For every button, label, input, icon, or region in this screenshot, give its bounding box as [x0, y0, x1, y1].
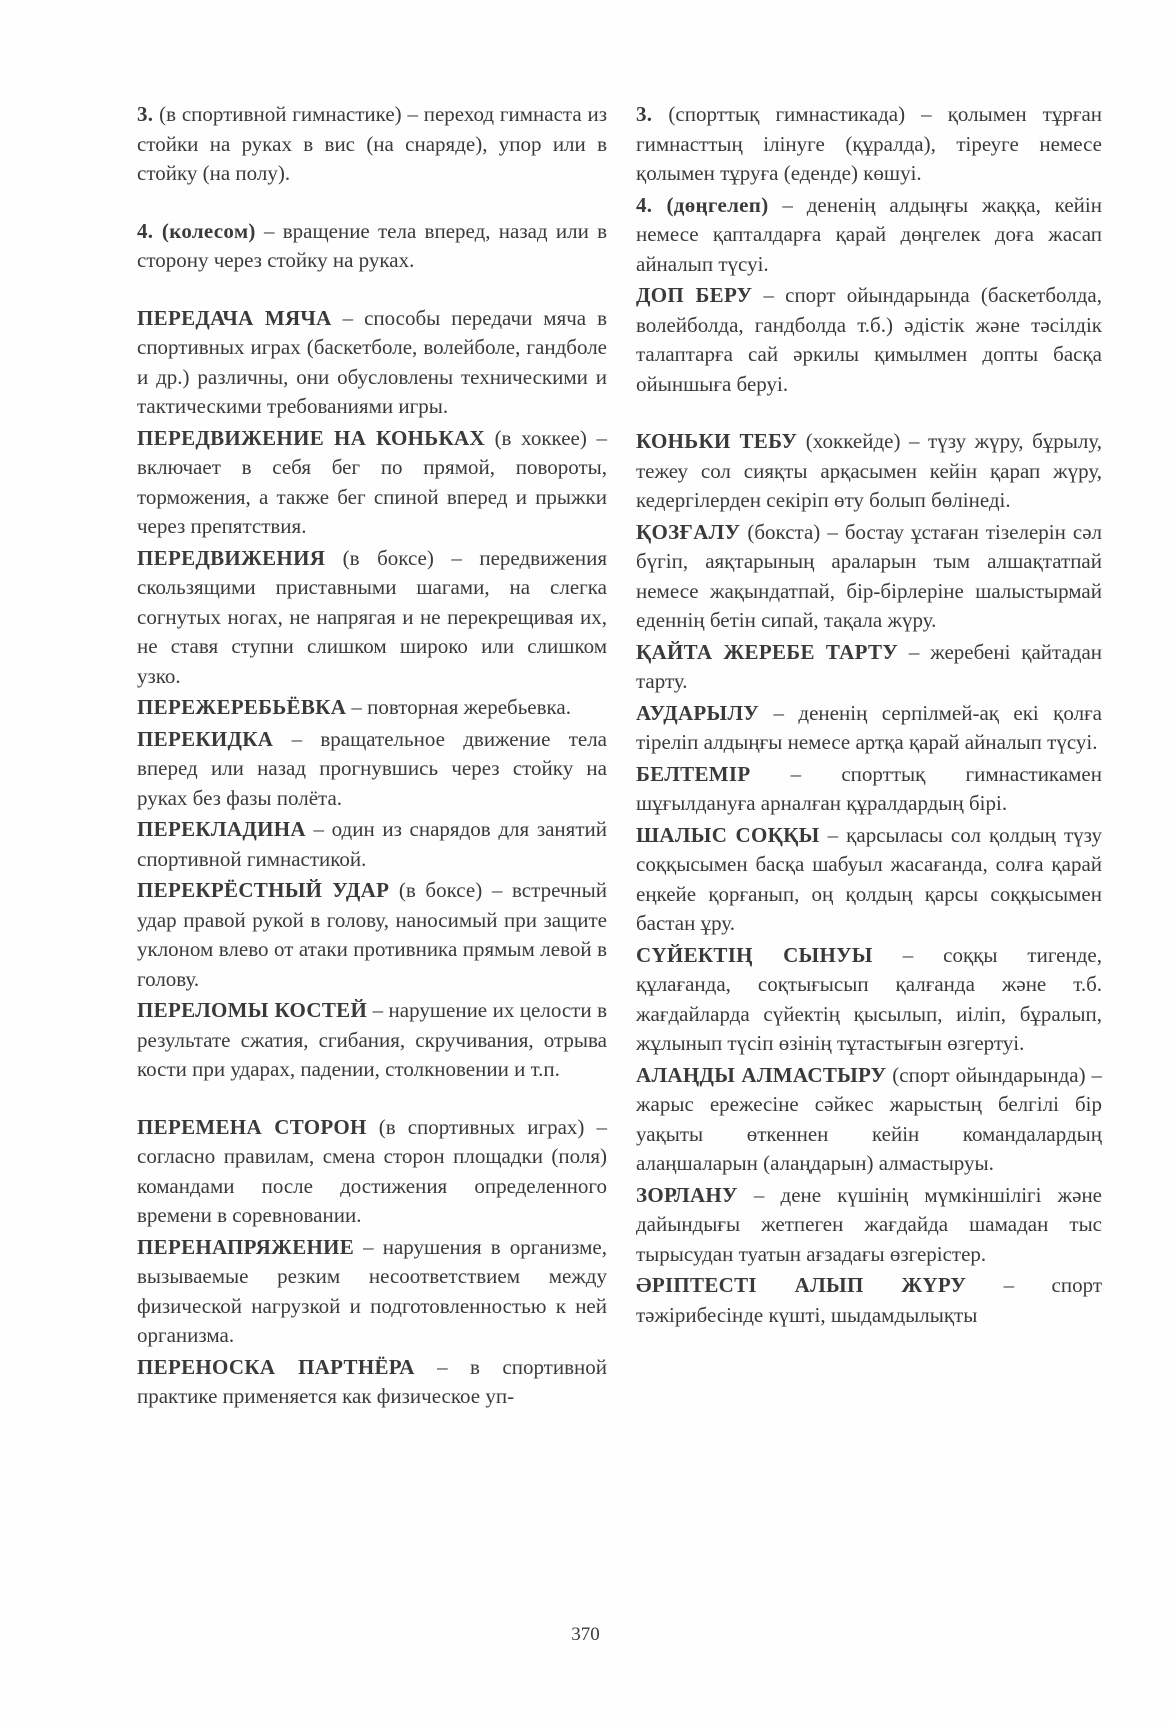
entry-perelomy-kostey [137, 996, 607, 1085]
entry-definition: – нарушения в организме, вызываемые резким несоответствием между физической нагрузкой и подготовленностью к ней организма. [137, 1234, 607, 1347]
entry-audarylu [636, 699, 1102, 758]
entry-term: ЗОРЛАНУ [636, 1182, 738, 1207]
entry-definition: (спорт ойындарында) – жарыс ережесіне сәйкес жарыстың белгілі бір уақыты өткеннен кейін командалардың алаңшаларын (алаңдарын) алмастыруы. [636, 1062, 1102, 1175]
entry-peredacha-myacha [137, 304, 607, 422]
entry-ru-3 [137, 100, 607, 189]
entry-zorlanu [636, 1181, 1102, 1270]
entry-term: ҚОЗҒАЛУ [636, 519, 741, 544]
entry-peredvizheniya [137, 544, 607, 692]
entry-qaita-zherebe-tartu [636, 638, 1102, 697]
entry-term: АЛАҢДЫ АЛМАСТЫРУ [636, 1062, 887, 1087]
entry-definition: – спорт тәжірибесінде күшті, шыдамдылықты [636, 1273, 1102, 1327]
entry-qozgalu [636, 518, 1102, 636]
entry-ru-4 [137, 217, 607, 276]
entry-definition: – дененің алдыңғы жаққа, кейін немесе қапталдарға қарай дөңгелек доға жасап айналып түсуі. [636, 192, 1102, 276]
entry-perekrestny-udar [137, 876, 607, 994]
entry-definition: (спорттық гимнастикада) – қолымен тұрған гимнасттың ілінуге (құралда), тіреуге немесе қолымен тұруға (еденде) көшуі. [636, 102, 1102, 185]
entry-peremena-storon [137, 1113, 607, 1231]
entry-peredvizhenie-na-konkah [137, 424, 607, 542]
entry-perenoska-partnera [137, 1353, 607, 1412]
entry-definition: (в боксе) – передвижения скользящими приставными шагами, на слегка согнутых ногах, не напрягая и не перекрещивая их, не ставя ступни слишком широко или слишком узко. [137, 545, 607, 688]
entry-term: КОНЬКИ ТЕБУ [636, 429, 798, 453]
entry-term: ПЕРЕЖЕРЕБЬЁВКА [137, 695, 347, 719]
entry-konki-tebu [636, 427, 1102, 516]
entry-term: ПЕРЕКЛАДИНА [137, 817, 306, 841]
entry-definition: – нарушение их целости в результате сжатия, сгибания, скручивания, отрыва кости при ударах, падении, столкновении и т.п. [137, 998, 607, 1081]
entry-definition: (хоккейде) – түзу жүру, бұрылу, тежеу сол сияқты арқасымен кейін қарап жүру, кедергілерден секіріп өту болып бөлінеді. [636, 429, 1102, 512]
entry-definition: – вращательное движение тела вперед или назад прогнувшись через стойку на руках без фазы полёта. [137, 726, 607, 810]
entry-definition: (в боксе) – встречный удар правой рукой в голову, наносимый при защите уклоном влево от атаки противника прямым левой в голову. [137, 878, 608, 991]
entry-term: ПЕРЕДВИЖЕНИЯ [137, 545, 326, 570]
entry-term: 3. [137, 102, 154, 126]
entry-term: 3. [636, 102, 653, 126]
entry-beltemir [636, 760, 1102, 819]
russian-column [137, 100, 607, 1414]
entry-definition: – способы передачи мяча в спортивных играх (баскетболе, волейболе, гандболе и др.) различны, они обусловлены техническими и тактическими требованиями игры. [137, 305, 608, 418]
entry-kz-4 [636, 191, 1102, 280]
entry-term: ДОП БЕРУ [636, 283, 753, 307]
entry-definition: (в спортивной гимнастике) – переход гимнаста из стойки на руках в вис (на снаряде), упор или в стойку (на полу). [137, 102, 607, 185]
entry-ariptesti-alyp-zhuru [636, 1271, 1102, 1330]
entry-term: ПЕРЕКИДКА [137, 726, 274, 751]
entry-perezherebyovka [137, 693, 607, 723]
entry-term: ПЕРЕМЕНА СТОРОН [137, 1114, 367, 1139]
entry-definition: – жеребені қайтадан тарту. [636, 639, 1103, 693]
entry-perekidka [137, 725, 607, 814]
entry-alandy-almastyru [636, 1061, 1102, 1179]
entry-term: ШАЛЫС СОҚҚЫ [636, 822, 820, 847]
entry-definition: – вращение тела вперед, назад или в сторону через стойку на руках. [137, 218, 607, 272]
entry-term: 4. (дөңгелеп) [636, 192, 769, 217]
entry-definition: – в спортивной практике применяется как физическое уп- [137, 1354, 607, 1408]
entry-term: ПЕРЕКРЁСТНЫЙ УДАР [137, 878, 390, 902]
kazakh-column [636, 100, 1102, 1332]
entry-term: ПЕРЕНОСКА ПАРТНЁРА [137, 1354, 415, 1379]
entry-perenapryazhenie [137, 1233, 607, 1351]
entry-term: АУДАРЫЛУ [636, 700, 760, 725]
entry-definition: – повторная жеребьевка. [346, 695, 571, 719]
entry-shalys-soqqy [636, 821, 1102, 939]
entry-definition: – соққы тигенде, құлағанда, соқтығысып қалғанда және т.б. жағдайларда сүйектің қысылып, иіліп, бұралып, жұлынып түсіп өзінің тұтастығын өзгертуі. [636, 942, 1102, 1055]
entry-perekladina [137, 815, 607, 874]
entry-term: ӘРІПТЕСТІ АЛЫП ЖҮРУ [636, 1273, 967, 1297]
page-number: 370 [571, 1624, 600, 1645]
entry-definition: – спорттық гимнастикамен шұғылдануға арналған құралдардың бірі. [636, 761, 1102, 815]
entry-term: СҮЙЕКТІҢ СЫНУЫ [636, 942, 873, 967]
entry-suyektin-synuy [636, 941, 1102, 1059]
entry-dop-beru [636, 281, 1102, 399]
entry-definition: – один из снарядов для занятий спортивной гимнастикой. [137, 817, 607, 871]
entry-definition: (бокста) – бостау ұстаған тізелерін сәл бүгіп, аяқтарының араларын тым алшақтатпай немесе жақындатпай, бір-бірлеріне шалыстырмай еденнің бетін сипай, тақала жүру. [636, 519, 1102, 632]
entry-definition: – дененің серпілмей-ақ екі қолға тіреліп алдыңғы немесе артқа қарай айналып түсуі. [636, 700, 1102, 754]
entry-definition: – дене күшінің мүмкіншілігі және дайындығы жетпеген жағдайда шамадан тыс тырысудан туатын ағзадағы өзгерістер. [636, 1182, 1102, 1266]
entry-definition: – қарсыласы сол қолдың түзу соққысымен басқа шабуыл жасағанда, солға қарай еңкейе қорғанып, оң қолдың қарсы соққысымен бастан ұру. [636, 822, 1102, 935]
entry-definition: (в спортивных играх) – согласно правилам, смена сторон площадки (поля) командами после достижения определенного времени в соревновании. [137, 1114, 607, 1227]
entry-term: ПЕРЕЛОМЫ КОСТЕЙ [137, 998, 368, 1022]
entry-kz-3 [636, 100, 1102, 189]
entry-term: ПЕРЕДАЧА МЯЧА [137, 305, 332, 330]
entry-term: ПЕРЕНАПРЯЖЕНИЕ [137, 1234, 355, 1259]
entry-definition: (в хоккее) – включает в себя бег по прямой, повороты, торможения, а также бег спиной вперед и прыжки через препятствия. [137, 425, 607, 538]
entry-definition: – спорт ойындарында (баскетболда, волейболда, гандболда т.б.) әдістік және тәсілдік талаптарға сай әркилы қимылмен допты басқа ойыншыға беруі. [636, 283, 1103, 396]
entry-term: 4. (колесом) [137, 218, 256, 243]
entry-term: ҚАЙТА ЖЕРЕБЕ ТАРТУ [636, 639, 899, 664]
entry-term: БЕЛТЕМІР [636, 761, 751, 786]
entry-term: ПЕРЕДВИЖЕНИЕ НА КОНЬКАХ [137, 425, 485, 450]
